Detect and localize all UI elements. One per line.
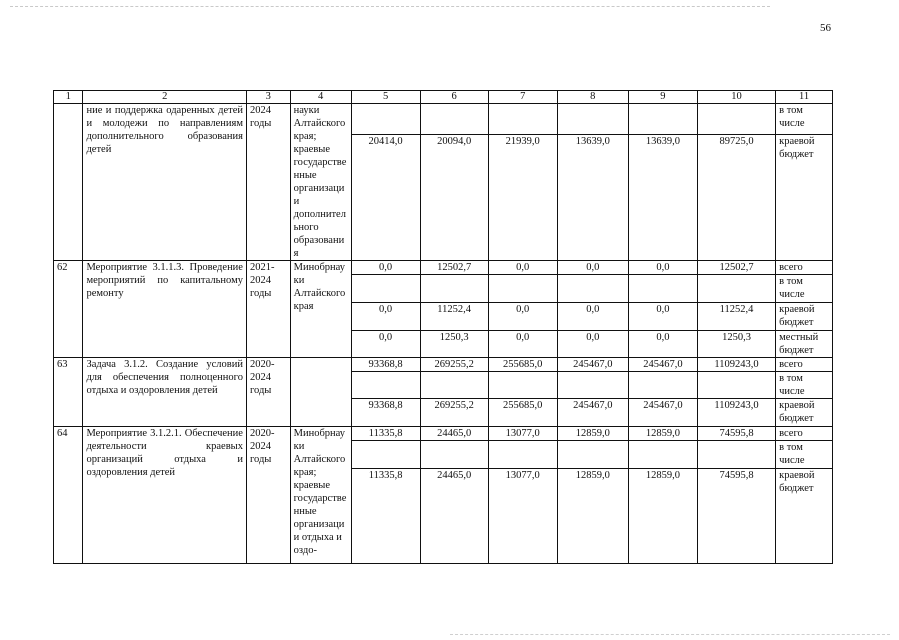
funding-value-year-col-6	[420, 104, 488, 135]
funding-value-year-col-5: 0,0	[351, 261, 420, 275]
column-header: 4	[290, 91, 351, 104]
scan-artifact-bottom	[450, 634, 890, 635]
funding-value-year-col-9: 245467,0	[628, 358, 697, 372]
implementation-period: 2020-2024 годы	[246, 358, 290, 427]
funding-value-year-col-5: 20414,0	[351, 135, 420, 261]
responsible-executor: Минобрнауки Алтайского края; краевые государственные организации отдыха и оздо-	[290, 427, 351, 564]
funding-source: в том числе	[776, 104, 833, 135]
funding-source: краевой бюджет	[776, 399, 833, 427]
funding-value-year-col-9: 0,0	[628, 261, 697, 275]
funding-value-year-col-9: 12859,0	[628, 469, 697, 564]
funding-value-year-col-6: 20094,0	[420, 135, 488, 261]
page-number: 56	[820, 22, 831, 34]
funding-value-year-col-8	[557, 104, 628, 135]
table-row	[54, 261, 833, 275]
funding-value-year-col-5	[351, 441, 420, 469]
funding-value-year-col-9: 245467,0	[628, 399, 697, 427]
funding-value-year-col-5: 11335,8	[351, 469, 420, 564]
funding-value-year-col-7: 0,0	[488, 261, 557, 275]
funding-value-year-col-7	[488, 275, 557, 303]
funding-value-year-col-8: 13639,0	[557, 135, 628, 261]
table-row	[54, 104, 833, 135]
funding-value-year-col-10	[697, 275, 775, 303]
funding-value-year-col-5: 93368,8	[351, 358, 420, 372]
funding-value-year-col-7	[488, 441, 557, 469]
funding-value-year-col-9	[628, 441, 697, 469]
funding-source: всего	[776, 261, 833, 275]
funding-value-year-col-7: 255685,0	[488, 399, 557, 427]
activity-description: Задача 3.1.2. Создание условий для обеспечения полноценного отдыха и оздоровления детей	[83, 358, 247, 427]
funding-value-year-col-9	[628, 275, 697, 303]
funding-value-year-col-7: 0,0	[488, 331, 557, 358]
funding-value-year-col-9	[628, 104, 697, 135]
funding-value-year-col-6: 269255,2	[420, 399, 488, 427]
activity-description: Мероприятие 3.1.1.3. Проведение мероприятий по капитальному ремонту	[83, 261, 247, 358]
column-header: 3	[246, 91, 290, 104]
funding-value-year-col-6: 269255,2	[420, 358, 488, 372]
funding-value-year-col-10: 1250,3	[697, 331, 775, 358]
column-header: 11	[776, 91, 833, 104]
funding-value-year-col-10: 74595,8	[697, 469, 775, 564]
funding-value-year-col-8: 0,0	[557, 261, 628, 275]
column-header: 1	[54, 91, 83, 104]
funding-source: местный бюджет	[776, 331, 833, 358]
responsible-executor: Минобрнауки Алтайского края	[290, 261, 351, 358]
column-header: 7	[488, 91, 557, 104]
funding-value-year-col-8: 245467,0	[557, 358, 628, 372]
funding-value-year-col-10: 74595,8	[697, 427, 775, 441]
funding-value-year-col-7: 0,0	[488, 303, 557, 331]
funding-value-year-col-6: 12502,7	[420, 261, 488, 275]
funding-value-year-col-10: 11252,4	[697, 303, 775, 331]
funding-value-year-col-6	[420, 441, 488, 469]
column-header: 6	[420, 91, 488, 104]
funding-value-year-col-10	[697, 441, 775, 469]
funding-value-year-col-5: 0,0	[351, 303, 420, 331]
funding-value-year-col-9: 12859,0	[628, 427, 697, 441]
funding-value-year-col-8: 0,0	[557, 303, 628, 331]
activity-description: Мероприятие 3.1.2.1. Обеспечение деятельности краевых организаций отдыха и оздоровления детей	[83, 427, 247, 564]
funding-value-year-col-10: 12502,7	[697, 261, 775, 275]
funding-value-year-col-8: 245467,0	[557, 399, 628, 427]
funding-value-year-col-5	[351, 372, 420, 399]
funding-value-year-col-9: 13639,0	[628, 135, 697, 261]
funding-source: краевой бюджет	[776, 303, 833, 331]
funding-value-year-col-6	[420, 275, 488, 303]
scan-artifact-top	[10, 6, 770, 7]
funding-value-year-col-8	[557, 441, 628, 469]
program-table	[53, 90, 833, 564]
funding-value-year-col-8: 12859,0	[557, 469, 628, 564]
funding-value-year-col-10	[697, 104, 775, 135]
funding-value-year-col-10	[697, 372, 775, 399]
funding-value-year-col-9: 0,0	[628, 303, 697, 331]
column-header-row	[54, 91, 833, 104]
column-header: 5	[351, 91, 420, 104]
column-header: 2	[83, 91, 247, 104]
implementation-period: 2024 годы	[246, 104, 290, 261]
funding-value-year-col-5: 93368,8	[351, 399, 420, 427]
funding-value-year-col-8: 0,0	[557, 331, 628, 358]
column-header: 8	[557, 91, 628, 104]
funding-value-year-col-6	[420, 372, 488, 399]
row-number: 62	[54, 261, 83, 358]
row-number: 64	[54, 427, 83, 564]
funding-value-year-col-7: 13077,0	[488, 469, 557, 564]
funding-source: в том числе	[776, 441, 833, 469]
funding-value-year-col-9	[628, 372, 697, 399]
funding-value-year-col-7: 13077,0	[488, 427, 557, 441]
funding-value-year-col-5: 0,0	[351, 331, 420, 358]
activity-description: ние и поддержка одаренных детей и молодежи по направлениям дополнительного образования детей	[83, 104, 247, 261]
funding-value-year-col-7: 21939,0	[488, 135, 557, 261]
funding-value-year-col-6: 24465,0	[420, 469, 488, 564]
funding-value-year-col-6: 24465,0	[420, 427, 488, 441]
responsible-executor	[290, 358, 351, 427]
funding-source: всего	[776, 358, 833, 372]
funding-source: всего	[776, 427, 833, 441]
funding-source: краевой бюджет	[776, 469, 833, 564]
funding-source: краевой бюджет	[776, 135, 833, 261]
funding-value-year-col-7	[488, 104, 557, 135]
funding-value-year-col-7	[488, 372, 557, 399]
column-header: 10	[697, 91, 775, 104]
funding-value-year-col-5	[351, 104, 420, 135]
responsible-executor: науки Алтайского края; краевые государственные организации дополнительного образования	[290, 104, 351, 261]
implementation-period: 2020-2024 годы	[246, 427, 290, 564]
funding-value-year-col-5	[351, 275, 420, 303]
funding-value-year-col-6: 1250,3	[420, 331, 488, 358]
funding-value-year-col-10: 1109243,0	[697, 399, 775, 427]
implementation-period: 2021-2024 годы	[246, 261, 290, 358]
funding-value-year-col-8	[557, 275, 628, 303]
funding-value-year-col-5: 11335,8	[351, 427, 420, 441]
funding-value-year-col-8	[557, 372, 628, 399]
funding-value-year-col-7: 255685,0	[488, 358, 557, 372]
funding-value-year-col-8: 12859,0	[557, 427, 628, 441]
column-header: 9	[628, 91, 697, 104]
funding-value-year-col-10: 1109243,0	[697, 358, 775, 372]
table-row	[54, 427, 833, 441]
funding-value-year-col-6: 11252,4	[420, 303, 488, 331]
row-number	[54, 104, 83, 261]
funding-value-year-col-9: 0,0	[628, 331, 697, 358]
funding-source: в том числе	[776, 275, 833, 303]
funding-value-year-col-10: 89725,0	[697, 135, 775, 261]
row-number: 63	[54, 358, 83, 427]
table-row	[54, 358, 833, 372]
funding-source: в том числе	[776, 372, 833, 399]
